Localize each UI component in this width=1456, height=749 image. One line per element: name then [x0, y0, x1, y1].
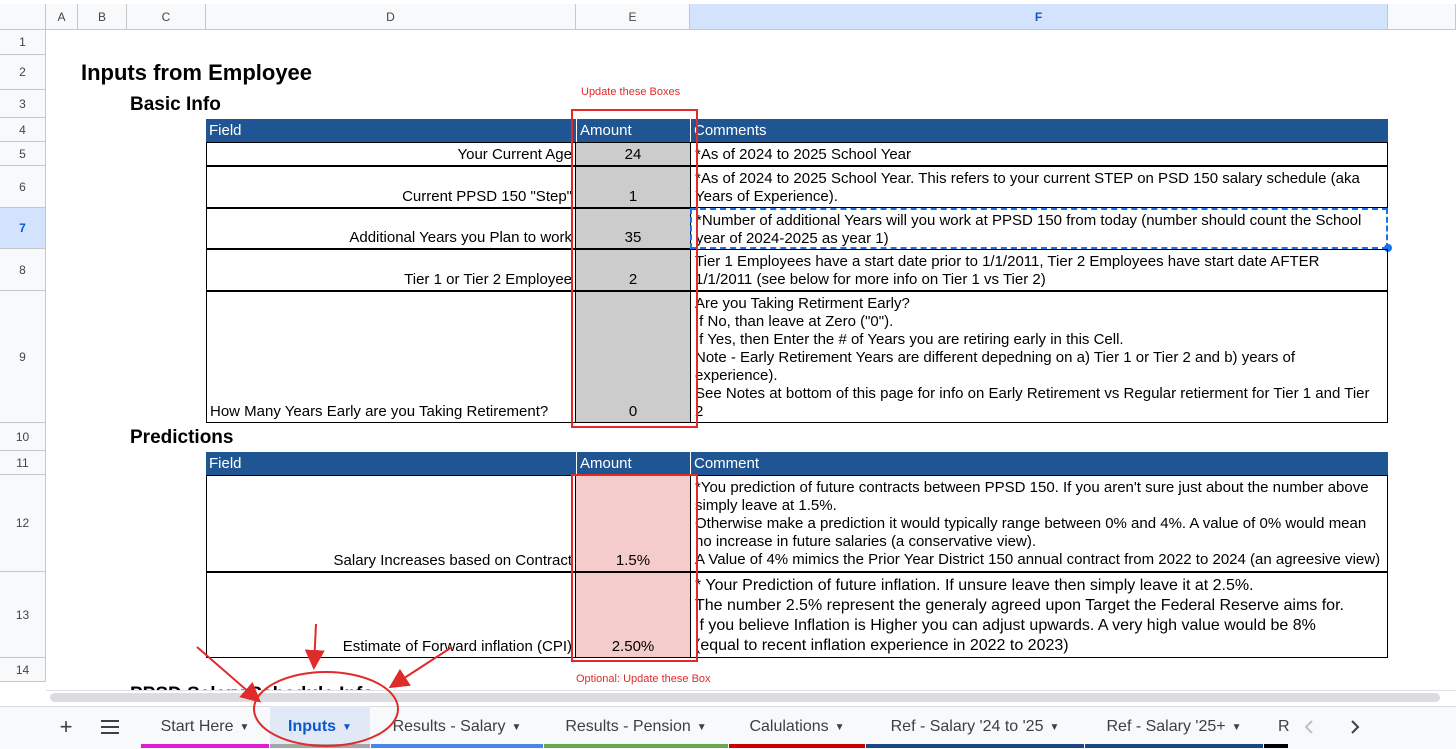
comment-line: experience). [695, 367, 778, 384]
chevron-down-icon: ▼ [511, 721, 522, 733]
comment-line: year of 2024-2025 as year 1) [696, 230, 889, 247]
annotation-arrow [314, 624, 316, 666]
pred-header-comment: Comment [690, 452, 1388, 475]
comment-line: (equal to recent inflation experience in 2022 to 2023) [695, 637, 1069, 654]
comment-line: A Value of 4% mimics the Prior Year District 150 annual contract from 2022 to 2024 (an agreesive view) [695, 551, 1381, 568]
chevron-down-icon: ▼ [239, 721, 250, 733]
comment-line: If No, than leave at Zero ("0"). [695, 313, 894, 330]
annotation-update-boxes: Update these Boxes [581, 86, 681, 98]
basic-header-field: Field [206, 119, 576, 142]
comment-line: no increase in future salaries (a conservative view). [695, 533, 1036, 550]
row-header-5[interactable]: 5 [0, 142, 46, 166]
input-early-retirement[interactable]: 0 [575, 291, 691, 423]
tab-label: Start Here [160, 718, 234, 735]
comment-line: *You prediction of future contracts between PPSD 150. If you aren't sure just about the number above [695, 479, 1369, 496]
tab-label: Calulations [749, 718, 829, 735]
column-header-a[interactable]: A [46, 4, 78, 30]
plus-icon: + [59, 714, 73, 739]
comment-line: *As of 2024 to 2025 School Year [695, 146, 912, 163]
input-current-step[interactable]: 1 [575, 166, 691, 208]
chevron-down-icon: ▼ [696, 721, 707, 733]
field-salary-increase: Salary Increases based on Contract [206, 475, 576, 572]
annotation-circle [254, 672, 398, 746]
row-header-1[interactable]: 1 [0, 30, 46, 55]
comment-line: * Your Prediction of future inflation. If unsure leave then simply leave it at 2.5%. [695, 577, 1254, 594]
chevron-down-icon: ▼ [342, 721, 352, 733]
comment-line: Are you Taking Retirment Early? [695, 295, 910, 312]
input-inflation[interactable]: 2.50% [575, 572, 691, 658]
column-header-c[interactable]: C [127, 4, 206, 30]
comment-line: The number 2.5% represent the generaly agreed upon Target the Federal Reserve aims for. [695, 597, 1344, 614]
annotation-arrow [197, 647, 258, 700]
row-header-4[interactable]: 4 [0, 118, 46, 142]
comment-line: 2 [695, 403, 704, 420]
column-header-d[interactable]: D [206, 4, 576, 30]
row-header-6[interactable]: 6 [0, 166, 46, 208]
basic-header-comments: Comments [690, 119, 1388, 142]
input-current-age[interactable]: 24 [575, 142, 691, 166]
row-header-13[interactable]: 13 [0, 572, 46, 658]
comment-line: simply leave at 1.5%. [695, 497, 837, 514]
comment-line: Otherwise make a prediction it would typically range between 0% and 4%. A value of 0% would mean [695, 515, 1367, 532]
tab-label: R [1278, 718, 1290, 735]
annotation-arrow [392, 647, 452, 686]
page-title: Inputs from Employee [81, 60, 313, 85]
pred-header-amount: Amount [576, 452, 690, 475]
tab-label: Results - Pension [565, 718, 691, 735]
chevron-down-icon: ▼ [1231, 721, 1242, 733]
row-header-8[interactable]: 8 [0, 249, 46, 291]
pred-header-field: Field [206, 452, 576, 475]
tab-label: Inputs [288, 718, 337, 735]
chevron-down-icon: ▼ [834, 721, 845, 733]
tab-label: Ref - Salary '24 to '25 [890, 718, 1044, 735]
row-header-7[interactable]: 7 [0, 208, 46, 249]
column-header-f[interactable]: F [690, 4, 1388, 30]
row-header-12[interactable]: 12 [0, 475, 46, 572]
annotation-optional-update: Optional: Update these Box [576, 673, 711, 685]
comment-line: 1/1/2011 (see below for more info on Tier 1 vs Tier 2) [695, 271, 1046, 288]
chevron-down-icon: ▼ [1049, 721, 1060, 733]
field-early-retirement-label: How Many Years Early are you Taking Retirement? [210, 403, 549, 420]
basic-header-amount: Amount [576, 119, 690, 142]
column-header-b[interactable]: B [78, 4, 127, 30]
input-tier[interactable]: 2 [575, 249, 691, 291]
field-tier: Tier 1 or Tier 2 Employee [206, 249, 576, 291]
basic-info-heading: Basic Info [130, 94, 221, 115]
column-header-e[interactable]: E [576, 4, 690, 30]
comment-line: *Number of additional Years will you work at PPSD 150 from today (number should count the School [696, 212, 1362, 229]
tab-label: Results - Salary [392, 718, 506, 735]
comment-line: Tier 1 Employees have a start date prior to 1/1/2011, Tier 2 Employees have start date AFTER [695, 253, 1320, 270]
row-header-10[interactable]: 10 [0, 423, 46, 451]
row-header-11[interactable]: 11 [0, 451, 46, 475]
row-header-9[interactable]: 9 [0, 291, 46, 423]
input-salary-increase[interactable]: 1.5% [575, 475, 691, 572]
row-header-3[interactable]: 3 [0, 90, 46, 118]
comment-line: Note - Early Retirement Years are different depedning on a) Tier 1 or Tier 2 and b) years of [695, 349, 1296, 366]
predictions-heading: Predictions [130, 427, 234, 448]
comment-line: If you believe Inflation is Higher you can adjust upwards. A very high value would be 8% [695, 617, 1316, 634]
comment-line: If Yes, then Enter the # of Years you are retiring early in this Cell. [695, 331, 1124, 348]
row-header-14[interactable]: 14 [0, 658, 46, 682]
comment-line: See Notes at bottom of this page for info on Early Retirement vs Regular retierment for Tier 1 and Tier [695, 385, 1370, 402]
field-current-step: Current PPSD 150 "Step" [206, 166, 576, 208]
field-additional-years: Additional Years you Plan to work [206, 208, 576, 249]
tab-label: Ref - Salary '25+ [1106, 718, 1226, 735]
input-additional-years[interactable]: 35 [575, 208, 691, 249]
field-inflation: Estimate of Forward inflation (CPI) [206, 572, 576, 658]
comment-line: *As of 2024 to 2025 School Year. This refers to your current STEP on PSD 150 salary schedule (aka [695, 170, 1360, 187]
comment-line: Years of Experience). [695, 188, 838, 205]
row-header-2[interactable]: 2 [0, 55, 46, 90]
field-current-age: Your Current Age [206, 142, 576, 166]
